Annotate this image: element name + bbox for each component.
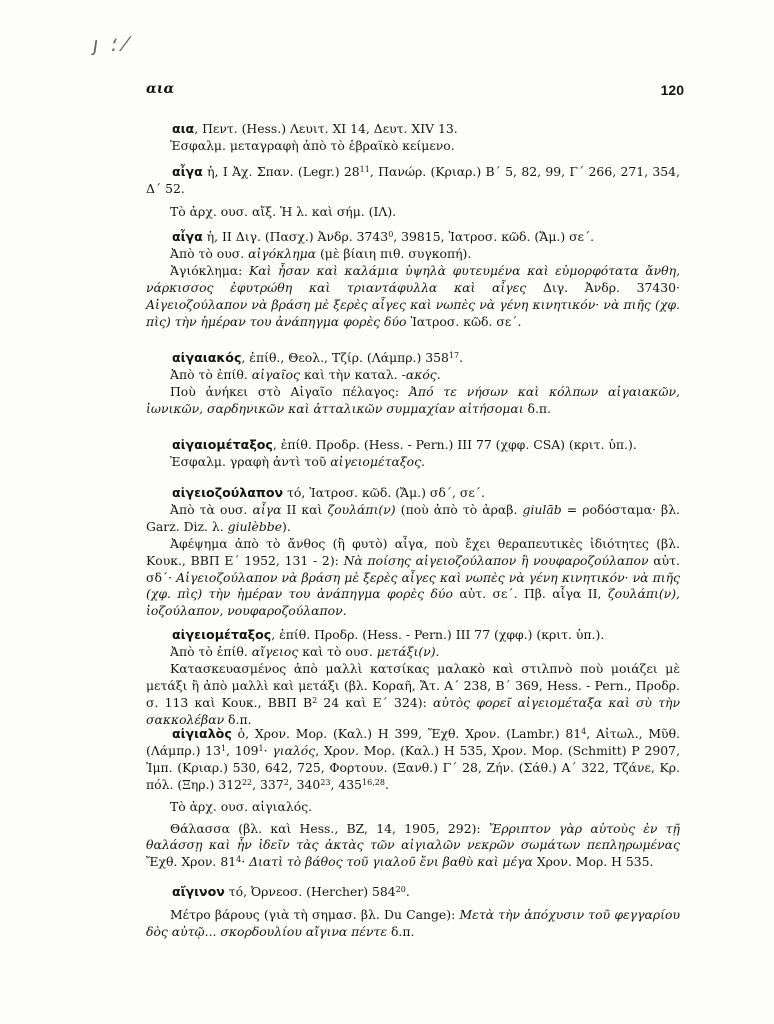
entry-aigaiometaxos: [146, 437, 680, 471]
entry-headline: αἴγινον τό, Ὀρνεοσ. (Hercher) $584^{20}$.: [172, 884, 410, 899]
entry-aigeiozoulapon: [146, 485, 680, 620]
entry-etymology: Ἀπὸ τὰ ουσ. αἶγα II καὶ ζουλάπι(ν) (ποὺ ἀπὸ τὸ ἀραβ. giulāb = ροδόσταμα· βλ. Garz. Diz. λ. giulèbbe).: [146, 501, 680, 534]
entry-definition: Μέτρο βάρους (γιὰ τὴ σημασ. βλ. Du Cange): Μετὰ τὴν ἀπόχυσιν τοῦ φεγγαρίου δὸς αὐτῷ... σκορδουλίου αἴγινα πέντε δ.π.: [146, 906, 680, 939]
page-number: 120: [660, 82, 684, 98]
lemma: αια: [172, 121, 195, 136]
entry-aiga-1: [146, 164, 680, 221]
lemma: αἰγειοζούλαπον: [172, 485, 284, 500]
entry-headline: αἰγαιομέταξος, ἐπίθ. Προδρ. (Hess. - Pern.) III 77 (χφφ. CSA) (κριτ. ὑπ.).: [172, 437, 637, 452]
entry-aigeiometaxos: [146, 627, 680, 728]
entry-etymology: Τὸ ἀρχ. ουσ. αἰγιαλός.: [170, 798, 313, 814]
lemma: αἶγα: [172, 229, 203, 244]
entry-headline: αἰγιαλὸς ὁ, Χρον. Μορ. (Καλ.) Η 399, Ἔχθ. Χρον. (Lambr.) $81^4$, Αἰτωλ., Μῦθ. (Λάμπρ.) $13^1$, $109^1\cdot \gamma\iota\alpha\lambda ό\varsigma$, Χρον. Μορ. (Καλ.) Η 535, Χρον. Μορ. (Schmitt) P 2907, Ἰμπ. (Κριαρ.) 530, 642, 725, Φορτουν. (Ξανθ.) Γ΄ 28, Ζήν. (Σάθ.) Α΄ 322, Τζάνε, Κρ. πόλ. (Ξηρ.) $312^{22}$, $337^2$, $340^{23}$, 435$^{16,28}$.: [146, 726, 681, 792]
entry-headline: αἶγα ἡ, Ι Ἀχ. Σπαν. (Legr.) $28^{11}$, Πανώρ. (Κριαρ.) Β΄ 5, 82, 99, Γ΄ 266, 271, 354, Δ΄ 52.: [146, 164, 680, 196]
lemma: αἰγειομέταξος: [172, 627, 272, 642]
lemma: αἶγα: [172, 164, 203, 179]
running-head: αια: [146, 81, 175, 97]
entry-definition: Ποὺ ἀνήκει στὸ Αἰγαῖο πέλαγος: Ἀπό τε νήσων καὶ κόλπων αἰγαιακῶν, ἰωνικῶν, σαρδηνικῶν καὶ ἀτταλικῶν συμμαχίαν αἰτήσομαι δ.π.: [146, 383, 680, 416]
entry-aigaiakos: [146, 350, 680, 418]
handwritten-corner-mark: ȷ ؛ ⁄: [91, 32, 129, 56]
entry-etymology: Ἀπὸ τὸ ἐπίθ. αἴγειος καὶ τὸ ουσ. μετάξι(ν).: [170, 643, 440, 659]
entry-definition: Ἁγιόκλημα: Καὶ ἦσαν καὶ καλάμια ὑψηλὰ φυτευμένα καὶ εὐμορφότατα ἄνθη, νάρκισσος ἐφυτρώθη καὶ τριαντάφυλλα καὶ αἶγες Διγ. Ἀνδρ. 37430· Αἰγειοζούλαπον νὰ βράση μὲ ξερὲς αἶγες καὶ νωπὲς νὰ γένη κινητικόν· νὰ πιῆς (χφ. πὶς) τὴν ἡμέραν του ἀνάπηγμα φορὲς δύο Ἰατροσ. κῶδ. σε΄.: [146, 262, 681, 329]
lemma: αἰγαιομέταξος: [172, 437, 273, 452]
entry-etymology: Ἐσφαλμ. γραφὴ ἀντὶ τοῦ αἰγειομέταξος.: [170, 453, 425, 469]
entry-aiginon: [146, 884, 680, 941]
entry-headline: αια, Πεντ. (Hess.) Λευιτ. XI 14, Δευτ. XIV 13.: [172, 121, 458, 136]
entry-definition: Κατασκευασμένος ἀπὸ μαλλὶ κατσίκας μαλακὸ καὶ στιλπνὸ ποὺ μοιάζει μὲ μετάξι ἢ ἀπὸ μαλλὶ καὶ μετάξι (βλ. Κοραῆ, Ἄτ. Α΄ 238, Β΄ 369, Hess. - Pern., Προδρ. σ. 113 καὶ Κουκ., ΒΒΠ $B^2$ 24 καὶ Ε΄ 324): αὐτὸς φορεῖ αἰγειομέταξα καὶ σὺ τὴν σακκολέβαν δ.π.: [146, 660, 680, 727]
lemma: αἰγιαλὸς: [172, 726, 232, 741]
entry-etymology: Ἐσφαλμ. μεταγραφὴ ἀπὸ τὸ ἑβραϊκὸ κείμενο.: [170, 137, 455, 153]
entry-headline: αἰγαιακός, ἐπίθ., Θεολ., Τζίρ. (Λάμπρ.) $358^{17}$.: [172, 350, 464, 365]
entry-headline: αἶγα ἡ, ΙΙ Διγ. (Πασχ.) Ἀνδρ. 3743$^0$, 39815, Ἰατροσ. κῶδ. (Ἄμ.) σε΄.: [172, 229, 595, 244]
entry-definition: Θάλασσα (βλ. καὶ Hess., BZ, 14, 1905, 292): Ἔρριπτον γὰρ αὐτοὺς ἐν τῇ θαλάσσῃ καὶ ἦν ἰδεῖν τὰς ἀκτὰς τῶν αἰγιαλῶν νεκρῶν σωμάτων πεπληρωμένας Ἔχθ. Χρον. $81^4\cdot$ Διατὶ τὸ βάθος τοῦ γιαλοῦ ἔνι βαθὺ καὶ μέγα Χρον. Μορ. Η 535.: [146, 820, 680, 870]
entry-aigialos: [146, 726, 680, 871]
entry-etymology: Ἀπὸ τὸ ουσ. αἰγόκλημα (μὲ βίαιη πιθ. συγκοπή).: [170, 245, 472, 261]
entry-aia: [146, 121, 680, 155]
entry-aiga-2: [146, 229, 680, 330]
entry-headline: αἰγειοζούλαπον τό, Ἰατροσ. κῶδ. (Ἄμ.) σδ΄, σε΄.: [172, 485, 485, 500]
entry-headline: αἰγειομέταξος, ἐπίθ. Προδρ. (Hess. - Pern.) III 77 (χφφ.) (κριτ. ὑπ.).: [172, 627, 605, 642]
lemma: αἰγαιακός: [172, 350, 242, 365]
entry-definition: Ἀφέψημα ἀπὸ τὸ ἄνθος (ἢ φυτὸ) αἶγα, ποὺ ἔχει θεραπευτικὲς ἰδιότητες (βλ. Κουκ., ΒΒΠ Ε΄ 1952, 131 - 2): Νὰ ποίσης αἰγειοζούλαπον ἢ νουφαροζούλαπον αὐτ. σδ΄· Αἰγειοζούλαπον νὰ βράση μὲ ξερὲς αἶγες καὶ νωπὲς νὰ γένη κινητικόν· νὰ πιῆς (χφ. πὶς) τὴν ἡμέραν του ἀνάπηγμα φορὲς δύο αὐτ. σε΄. Πβ. αἶγα II, ζουλάπι(ν), ἰοζούλαπον, νουφαροζούλαπον.: [146, 535, 680, 619]
lemma: αἴγινον: [172, 884, 225, 899]
entry-etymology: Ἀπὸ τὸ ἐπίθ. αἰγαῖος καὶ τὴν καταλ. -ακός.: [170, 366, 441, 382]
entry-etymology: Τὸ ἀρχ. ουσ. αἴξ. Ἡ λ. καὶ σήμ. (ΙΛ).: [170, 203, 397, 219]
